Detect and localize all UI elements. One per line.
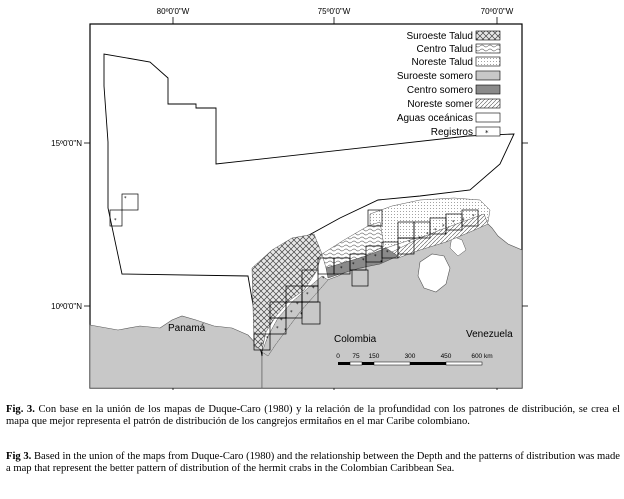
figure-caption-es xyxy=(6,404,620,429)
record-star: * xyxy=(352,262,355,268)
lon-label-75: 75º0'0"W xyxy=(317,7,351,16)
record-star: * xyxy=(296,302,299,308)
record-star: * xyxy=(386,250,389,256)
record-star: * xyxy=(426,232,429,238)
lat-label-10: 10º0'0"N xyxy=(51,302,82,311)
lon-label-80: 80º0'0"W xyxy=(156,7,190,16)
legend-label-noreste-talud: Noreste Talud xyxy=(411,57,473,68)
legend-label-centro-somero: Centro somero xyxy=(406,85,473,96)
record-star: * xyxy=(322,276,325,282)
record-star: * xyxy=(280,318,283,324)
legend-swatch-aguas-oceanicas xyxy=(476,113,500,122)
scale-tick-600: 600 km xyxy=(471,353,493,360)
label-panama: Panamá xyxy=(168,323,206,334)
record-star: * xyxy=(418,236,421,242)
record-star: * xyxy=(472,214,475,220)
record-star: * xyxy=(398,246,401,252)
legend-label-suroeste-somero: Suroeste somero xyxy=(396,71,473,82)
legend-swatch-suroeste-somero xyxy=(476,71,500,80)
scale-tick-450: 450 xyxy=(440,353,452,360)
figure-caption-en xyxy=(6,451,620,476)
scale-segment-6 xyxy=(446,362,482,365)
scale-tick-75: 75 xyxy=(352,353,360,360)
lat-label-15: 15º0'0"N xyxy=(51,139,82,148)
record-star: * xyxy=(340,266,343,272)
legend-label-noreste-somero: Noreste somer xyxy=(407,99,473,110)
record-star: * xyxy=(290,310,293,316)
record-star: * xyxy=(408,240,411,246)
scale-segment-4 xyxy=(374,362,410,365)
record-star: * xyxy=(442,224,445,230)
scale-segment-2 xyxy=(350,362,362,365)
record-star: * xyxy=(444,232,447,238)
lon-label-70: 70º0'0"W xyxy=(480,7,514,16)
scale-segment-3 xyxy=(362,362,374,365)
record-star: * xyxy=(276,326,279,332)
legend-label-suroeste-talud: Suroeste Talud xyxy=(406,31,473,42)
record-star: * xyxy=(374,254,377,260)
scale-tick-300: 300 xyxy=(404,353,416,360)
label-colombia: Colombia xyxy=(334,334,377,345)
scale-segment-1 xyxy=(338,362,350,365)
caption-en-text: Based in the union of the maps from Duque-Caro (1980) and the relationship between the Depth and the patterns of distribution was made a map that represent the better pattern of distribution of the hermit crabs in the Colombian Caribbean Sea. xyxy=(6,451,621,475)
legend-label-centro-talud: Centro Talud xyxy=(416,44,473,55)
record-star: * xyxy=(266,336,269,342)
scale-segment-5 xyxy=(410,362,446,365)
record-star: * xyxy=(124,196,127,202)
caption-en-label: Fig 3. xyxy=(6,451,32,462)
caption-es-label: Fig. 3. xyxy=(6,404,35,415)
legend-swatch-centro-somero xyxy=(476,85,500,94)
record-star: * xyxy=(380,260,383,266)
legend-swatch-noreste-somero xyxy=(476,99,500,108)
scale-tick-150: 150 xyxy=(368,353,380,360)
record-star: * xyxy=(260,342,263,348)
record-star: * xyxy=(284,328,287,334)
record-star: * xyxy=(362,258,365,264)
record-star: * xyxy=(434,228,437,234)
record-star: * xyxy=(312,286,315,292)
legend-label-registros: Registros xyxy=(430,127,473,138)
legend-star-icon: * xyxy=(485,129,489,137)
legend-swatch-noreste-talud xyxy=(476,57,500,66)
caption-es-text: Con base en la unión de los mapas de Duque-Caro (1980) y la relación de la profundidad con los patrones de distribución, se crea el mapa que mejor representa el patrón de distribución de los cangrejos ermitaños en el mar Caribe colombiano. xyxy=(6,404,620,428)
record-star: * xyxy=(462,218,465,224)
scale-tick-0: 0 xyxy=(336,353,340,360)
record-star: * xyxy=(114,218,117,224)
legend-label-aguas-oceanicas: Aguas oceánicas xyxy=(396,113,473,124)
legend xyxy=(397,31,500,138)
label-venezuela: Venezuela xyxy=(466,329,513,340)
record-star: * xyxy=(306,292,309,298)
record-star: * xyxy=(452,220,455,226)
legend-swatch-suroeste-talud xyxy=(476,31,500,40)
record-star: * xyxy=(300,312,303,318)
legend-swatch-centro-talud xyxy=(476,44,500,53)
